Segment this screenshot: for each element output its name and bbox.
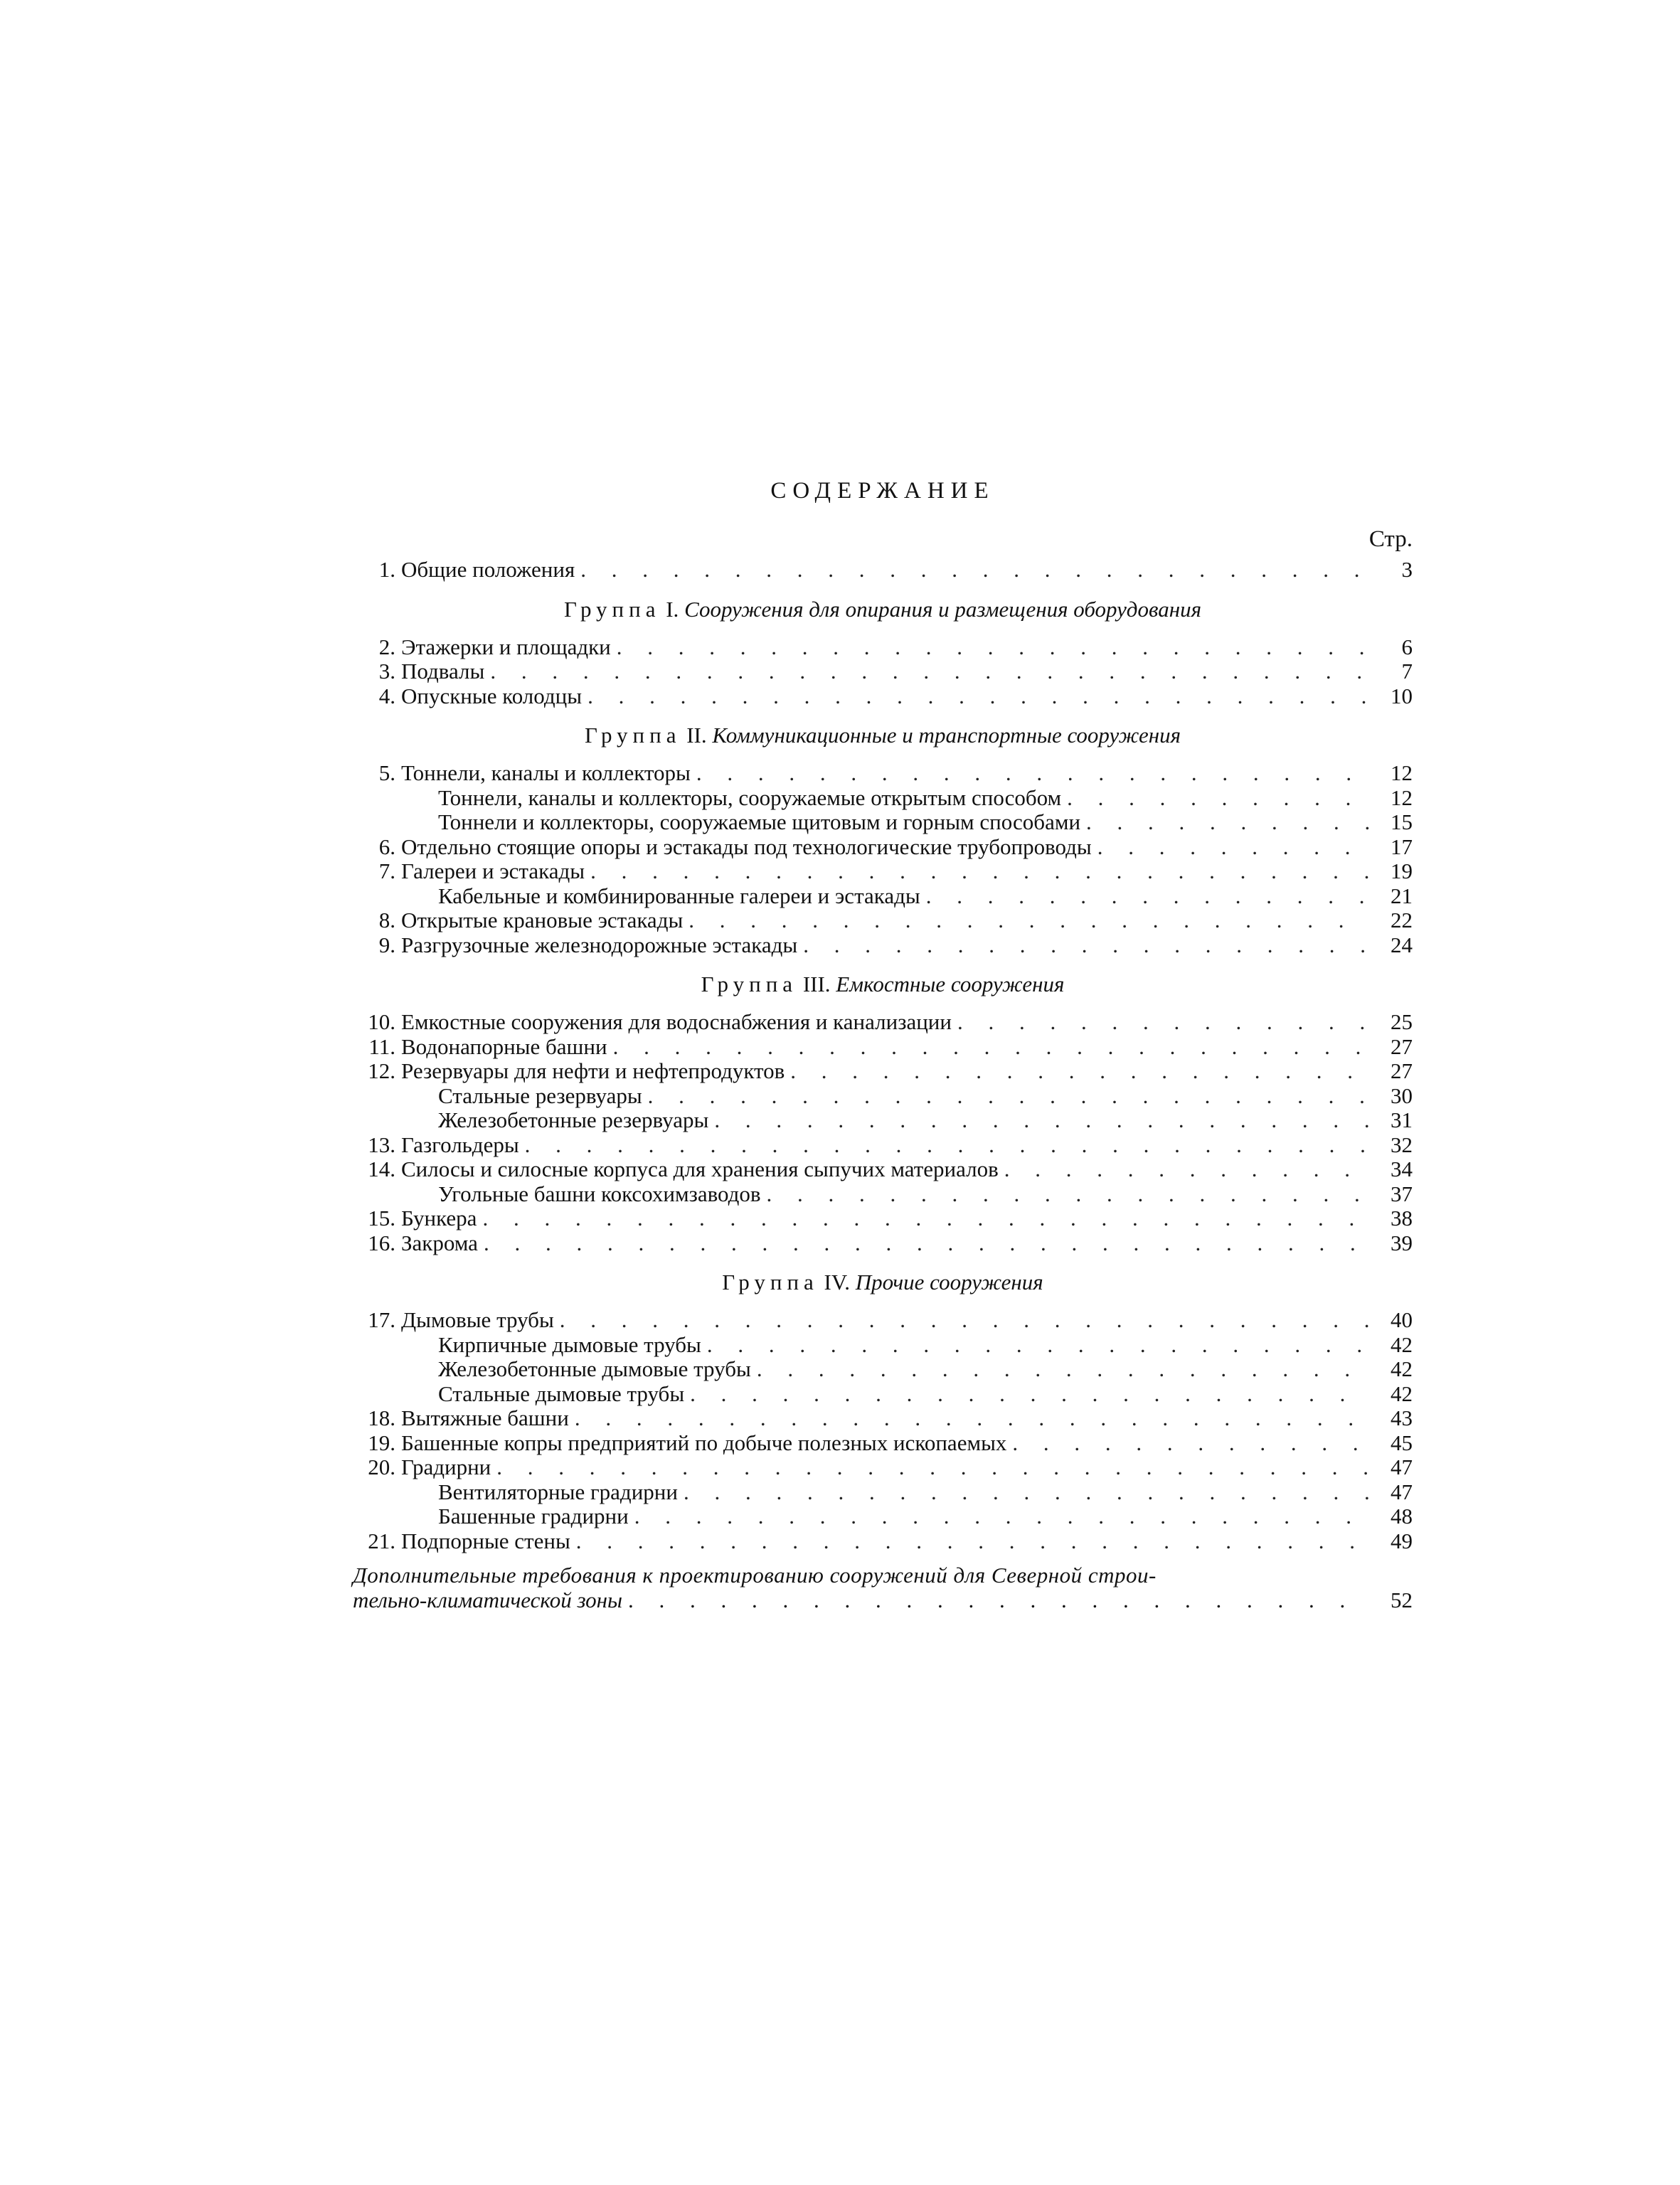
dot-leader bbox=[707, 1333, 1370, 1358]
entry-number: 21. bbox=[368, 1528, 395, 1553]
entry-number: 20. bbox=[368, 1455, 395, 1479]
toc-entry[interactable] bbox=[353, 659, 1413, 684]
toc-entry[interactable] bbox=[353, 835, 1413, 860]
toc-subentry[interactable] bbox=[353, 810, 1413, 835]
entry-label: Галереи и эстакады bbox=[401, 858, 585, 883]
entry-number: 2. bbox=[378, 634, 395, 659]
toc-entry[interactable] bbox=[353, 908, 1413, 933]
dot-leader bbox=[575, 1406, 1370, 1431]
entry-page: 17 bbox=[1391, 834, 1413, 859]
page-title: СОДЕРЖАНИЕ bbox=[770, 478, 995, 504]
dot-leader bbox=[482, 1206, 1370, 1231]
table-of-contents bbox=[353, 469, 1413, 1612]
entry-label: Стальные дымовые трубы bbox=[438, 1381, 685, 1406]
entry-number: 1. bbox=[378, 557, 395, 582]
dot-leader bbox=[560, 1308, 1370, 1333]
entry-page: 37 bbox=[1391, 1181, 1413, 1206]
entry-label: Газгольдеры bbox=[401, 1132, 519, 1157]
dot-leader bbox=[690, 1382, 1370, 1407]
entry-label: Градирни bbox=[401, 1455, 491, 1479]
entry-label: Резервуары для нефти и нефтепродуктов bbox=[401, 1058, 785, 1083]
entry-number: 3. bbox=[378, 659, 395, 684]
entry-page: 30 bbox=[1391, 1083, 1413, 1108]
toc-entry[interactable] bbox=[353, 1529, 1413, 1554]
entry-label: Угольные башни коксохимзаводов bbox=[438, 1181, 761, 1206]
toc-entry[interactable] bbox=[353, 558, 1413, 583]
entry-label: Кирпичные дымовые трубы bbox=[438, 1331, 701, 1357]
group-heading bbox=[353, 723, 1413, 748]
entry-page: 42 bbox=[1391, 1331, 1413, 1357]
final-entry-label-line1: Дополнительные требования к проектированию сооружений для Северной строи- bbox=[353, 1563, 1157, 1588]
entry-page: 15 bbox=[1391, 809, 1413, 834]
dot-leader bbox=[628, 1588, 1370, 1613]
entry-page: 24 bbox=[1391, 932, 1413, 957]
entry-label: Отдельно стоящие опоры и эстакады под технологические трубопроводы bbox=[401, 834, 1092, 859]
dot-leader bbox=[689, 908, 1370, 933]
toc-entry[interactable] bbox=[353, 1206, 1413, 1231]
group-word: Группа bbox=[722, 1270, 819, 1294]
entry-page: 52 bbox=[1391, 1587, 1413, 1612]
dot-leader bbox=[696, 761, 1370, 786]
dot-leader bbox=[926, 884, 1370, 909]
dot-leader bbox=[1086, 810, 1370, 835]
entry-label: Этажерки и площадки bbox=[401, 634, 611, 659]
toc-entry[interactable] bbox=[353, 1455, 1413, 1480]
entry-page: 45 bbox=[1391, 1430, 1413, 1455]
entry-page: 7 bbox=[1401, 659, 1413, 684]
entry-page: 42 bbox=[1391, 1381, 1413, 1406]
toc-entry[interactable] bbox=[353, 1157, 1413, 1182]
dot-leader bbox=[957, 1010, 1370, 1035]
group-title: Сооружения для опирания и размещения оборудования bbox=[684, 596, 1201, 622]
entry-label: Разгрузочные железнодорожные эстакады bbox=[401, 932, 798, 957]
entry-page: 43 bbox=[1391, 1405, 1413, 1430]
entry-number: 6. bbox=[378, 834, 395, 859]
toc-subentry[interactable] bbox=[353, 786, 1413, 811]
dot-leader bbox=[714, 1108, 1370, 1133]
dot-leader bbox=[1067, 786, 1370, 811]
entry-label: Вентиляторные градирни bbox=[438, 1479, 678, 1504]
entry-number: 12. bbox=[368, 1058, 395, 1083]
toc-entry[interactable] bbox=[353, 859, 1413, 884]
dot-leader bbox=[525, 1133, 1370, 1158]
dot-leader bbox=[757, 1357, 1370, 1382]
toc-entry[interactable] bbox=[353, 635, 1413, 660]
entry-label: Тоннели и коллекторы, сооружаемые щитовым и горным способами bbox=[438, 809, 1081, 834]
entry-page: 49 bbox=[1391, 1528, 1413, 1553]
dot-leader bbox=[648, 1084, 1370, 1109]
toc-subentry[interactable] bbox=[353, 1480, 1413, 1505]
group-heading bbox=[353, 597, 1413, 622]
entry-page: 10 bbox=[1391, 683, 1413, 708]
entry-label: Подвалы bbox=[401, 659, 485, 684]
group-roman: II. bbox=[686, 723, 707, 748]
toc-subentry[interactable] bbox=[353, 1084, 1413, 1109]
entry-page: 25 bbox=[1391, 1009, 1413, 1034]
final-entry-line2 bbox=[353, 1588, 1413, 1613]
toc-entry[interactable] bbox=[353, 933, 1413, 958]
group-heading bbox=[353, 1270, 1413, 1295]
entry-page: 22 bbox=[1391, 908, 1413, 932]
entry-label: Тоннели, каналы и коллекторы bbox=[401, 760, 691, 785]
toc-entry[interactable] bbox=[353, 1406, 1413, 1431]
entry-page: 39 bbox=[1391, 1230, 1413, 1255]
group-title: Прочие сооружения bbox=[855, 1270, 1043, 1294]
entry-page: 12 bbox=[1391, 785, 1413, 810]
entry-page: 3 bbox=[1401, 557, 1413, 582]
toc-entry[interactable] bbox=[353, 1035, 1413, 1060]
entry-label: Общие положения bbox=[401, 557, 575, 582]
group-word: Группа bbox=[701, 972, 798, 996]
entry-label: Башенные копры предприятий по добыче полезных ископаемых bbox=[401, 1430, 1007, 1455]
dot-leader bbox=[1097, 835, 1370, 860]
toc-groups bbox=[353, 597, 1413, 1554]
toc-entry[interactable] bbox=[353, 761, 1413, 786]
dot-leader bbox=[803, 933, 1370, 958]
dot-leader bbox=[484, 1231, 1370, 1256]
toc-subentry[interactable] bbox=[353, 1108, 1413, 1133]
toc-subentry[interactable] bbox=[353, 1504, 1413, 1529]
page-column-label: Стр. bbox=[1368, 526, 1413, 552]
entry-number: 18. bbox=[368, 1405, 395, 1430]
entry-number: 13. bbox=[368, 1132, 395, 1157]
entry-number: 4. bbox=[378, 683, 395, 708]
entry-number: 16. bbox=[368, 1230, 395, 1255]
dot-leader bbox=[790, 1059, 1370, 1084]
group-word: Группа bbox=[563, 596, 661, 622]
entry-label: Подпорные стены bbox=[401, 1528, 570, 1553]
entry-number: 14. bbox=[368, 1157, 395, 1181]
toc-entry[interactable] bbox=[353, 684, 1413, 709]
entry-label: Опускные колодцы bbox=[401, 683, 583, 708]
dot-leader bbox=[1004, 1157, 1370, 1182]
entry-number: 15. bbox=[368, 1206, 395, 1230]
entry-number: 19. bbox=[368, 1430, 395, 1455]
entry-page: 34 bbox=[1391, 1157, 1413, 1181]
entry-label: Стальные резервуары bbox=[438, 1083, 642, 1108]
entry-number: 17. bbox=[368, 1307, 395, 1332]
toc-entry[interactable] bbox=[353, 1133, 1413, 1158]
entry-number: 11. bbox=[368, 1033, 395, 1059]
entry-page: 32 bbox=[1391, 1132, 1413, 1157]
toc-entry[interactable] bbox=[353, 1010, 1413, 1035]
entry-number: 8. bbox=[378, 908, 395, 932]
entry-page: 42 bbox=[1391, 1356, 1413, 1381]
toc-entry[interactable] bbox=[353, 1308, 1413, 1333]
toc-subentry[interactable] bbox=[353, 1333, 1413, 1358]
entry-page: 19 bbox=[1391, 858, 1413, 883]
entry-page: 47 bbox=[1391, 1479, 1413, 1504]
entry-label: Железобетонные резервуары bbox=[438, 1107, 709, 1132]
entry-page: 12 bbox=[1391, 760, 1413, 785]
entry-page: 38 bbox=[1391, 1206, 1413, 1230]
dot-leader bbox=[590, 859, 1370, 884]
dot-leader bbox=[588, 684, 1370, 709]
entry-page: 47 bbox=[1391, 1455, 1413, 1479]
entry-label: Вытяжные башни bbox=[401, 1405, 569, 1430]
toc-entry[interactable] bbox=[353, 1059, 1413, 1084]
entry-label: Железобетонные дымовые трубы bbox=[438, 1356, 751, 1381]
toc-subentry[interactable] bbox=[353, 1382, 1413, 1407]
entry-label: Тоннели, каналы и коллекторы, сооружаемые открытым способом bbox=[438, 785, 1062, 810]
dot-leader bbox=[684, 1480, 1370, 1505]
entry-page: 27 bbox=[1391, 1058, 1413, 1083]
entry-label: Водонапорные башни bbox=[401, 1033, 607, 1059]
toc-entry[interactable] bbox=[353, 1231, 1413, 1256]
group-roman: I. bbox=[666, 596, 679, 622]
dot-leader bbox=[496, 1455, 1370, 1480]
toc-subentry[interactable] bbox=[353, 1357, 1413, 1382]
entry-page: 40 bbox=[1391, 1307, 1413, 1332]
entry-page: 27 bbox=[1391, 1033, 1413, 1059]
entry-number: 7. bbox=[378, 858, 395, 883]
entry-label: Закрома bbox=[401, 1230, 478, 1255]
toc-final-entry[interactable] bbox=[353, 1563, 1413, 1612]
entry-label: Дымовые трубы bbox=[401, 1307, 554, 1332]
group-heading bbox=[353, 972, 1413, 997]
entry-page: 48 bbox=[1391, 1504, 1413, 1529]
dot-leader bbox=[576, 1529, 1370, 1554]
dot-leader bbox=[1012, 1431, 1370, 1456]
entry-label: Силосы и силосные корпуса для хранения сыпучих материалов bbox=[401, 1157, 999, 1181]
entry-number: 10. bbox=[368, 1009, 395, 1034]
dot-leader bbox=[613, 1035, 1370, 1060]
dot-leader bbox=[634, 1504, 1370, 1529]
dot-leader bbox=[617, 635, 1370, 660]
group-roman: III. bbox=[802, 972, 831, 996]
group-title: Коммуникационные и транспортные сооружения bbox=[712, 723, 1181, 748]
entry-page: 6 bbox=[1401, 634, 1413, 659]
toc-subentry[interactable] bbox=[353, 1182, 1413, 1207]
dot-leader bbox=[580, 558, 1370, 583]
entry-label: Бункера bbox=[401, 1206, 477, 1230]
final-entry-label-line2: тельно-климатической зоны bbox=[353, 1587, 623, 1612]
entry-number: 5. bbox=[378, 760, 395, 785]
entry-page: 21 bbox=[1391, 883, 1413, 908]
group-word: Группа bbox=[584, 723, 681, 748]
toc-subentry[interactable] bbox=[353, 884, 1413, 909]
entry-label: Открытые крановые эстакады bbox=[401, 908, 684, 932]
dot-leader bbox=[490, 659, 1370, 684]
entry-label: Емкостные сооружения для водоснабжения и канализации bbox=[401, 1009, 952, 1034]
entry-number: 9. bbox=[378, 932, 395, 957]
entry-page: 31 bbox=[1391, 1107, 1413, 1132]
dot-leader bbox=[767, 1182, 1370, 1207]
group-roman: IV. bbox=[824, 1270, 851, 1294]
entry-label: Башенные градирни bbox=[438, 1504, 629, 1529]
group-title: Емкостные сооружения bbox=[836, 972, 1065, 996]
entry-label: Кабельные и комбинированные галереи и эстакады bbox=[438, 883, 920, 908]
toc-entry[interactable] bbox=[353, 1431, 1413, 1456]
